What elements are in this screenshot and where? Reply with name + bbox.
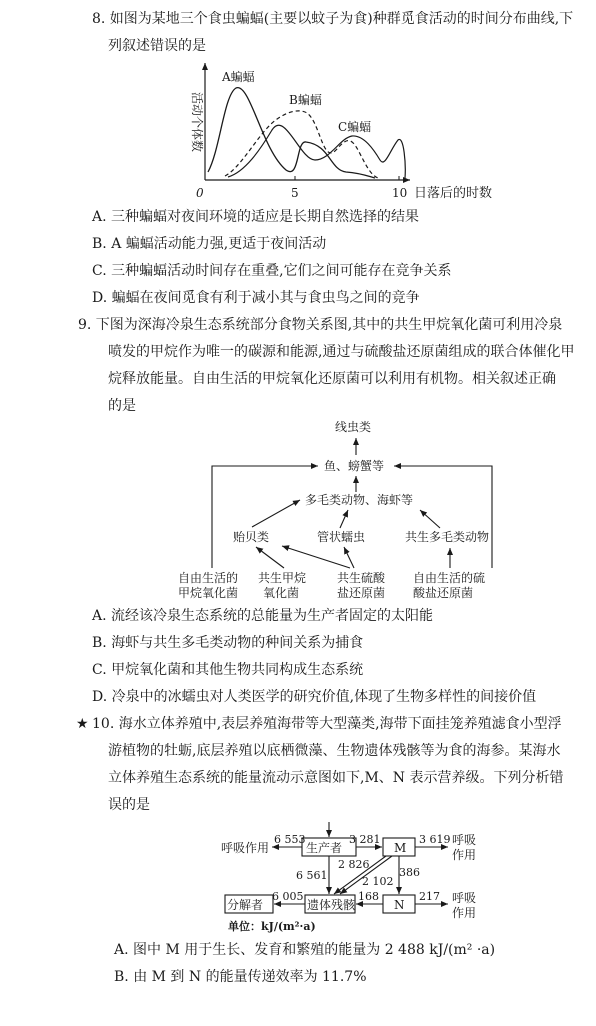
label-C-bat: C蝙蝠 [338, 120, 372, 134]
q8-stem-line2: 列叙述错误的是 [108, 38, 206, 54]
value-6005: 6 005 [272, 890, 304, 903]
q8-option-b: B. A 蝙蝠活动能力强,更适于夜间活动 [92, 236, 327, 252]
node-free-methane-l2: 甲烷氧化菌 [178, 586, 239, 600]
chart-origin: 0 [196, 186, 204, 200]
node-tubeworm: 管状蠕虫 [317, 530, 366, 544]
chart-tick-10: 10 [392, 186, 408, 200]
value-2102: 2 102 [362, 875, 394, 888]
chart-xlabel: 日落后的时数 [414, 186, 493, 201]
flow-remains: 遗体残骸 [307, 898, 356, 912]
node-sym-sulfate-l1: 共生硫酸 [337, 571, 386, 585]
node-sym-sulfate-l2: 盐还原菌 [337, 586, 386, 600]
q9-stem-line1: 9. 下图为深海冷泉生态系统部分食物关系图,其中的共生甲烷氧化菌可利用冷泉 [78, 317, 563, 333]
flow-unit: 单位：kJ/(m²·a) [228, 920, 316, 933]
q10-stem-line3: 立体养殖生态系统的能量流动示意图如下,M、N 表示营养级。下列分析错 [108, 770, 564, 786]
q8-option-d: D. 蝙蝠在夜间觅食有利于减小其与食虫鸟之间的竞争 [92, 290, 420, 306]
node-polychaete-shrimp: 多毛类动物、海虾等 [305, 493, 414, 507]
q10-option-b: B. 由 M 到 N 的能量传递效率为 11.7% [114, 969, 367, 985]
curve-C [228, 125, 405, 178]
node-symbiotic-polychaete: 共生多毛类动物 [405, 530, 490, 544]
q10-stem-line2: 游植物的牡蛎,底层养殖以底栖微藻、生物遗体残骸等为食的海参。某海水 [108, 743, 561, 759]
q10-stem-line1: 10. 海水立体养殖中,表层养殖海带等大型藻类,海带下面挂笼养殖滤食小型浮 [92, 716, 562, 732]
value-6553: 6 553 [274, 833, 306, 846]
flow-resp2-l2: 作用 [452, 848, 477, 862]
node-free-sulfate-l1: 自由生活的硫 [413, 571, 486, 585]
chart-tick-5: 5 [291, 186, 299, 200]
value-168: 168 [358, 890, 379, 903]
food-web-diagram [178, 419, 492, 600]
node-bivalve: 贻贝类 [233, 530, 270, 544]
flow-N: N [394, 898, 405, 912]
q9-option-b: B. 海虾与共生多毛类动物的种间关系为捕食 [92, 635, 364, 651]
q10-option-a: A. 图中 M 用于生长、发育和繁殖的能量为 2 488 kJ/(m² ·a) [114, 942, 496, 958]
node-nematode: 线虫类 [335, 420, 372, 434]
value-3619: 3 619 [419, 833, 451, 846]
q9-stem-line3: 烷释放能量。自由生活的甲烷氧化还原菌可以利用有机物。相关叙述正确 [108, 371, 556, 387]
flow-resp2-l1: 呼吸 [452, 833, 477, 847]
node-sym-methane-l1: 共生甲烷 [258, 571, 307, 585]
flow-producer: 生产者 [306, 841, 343, 855]
q8-option-a: A. 三种蝙蝠对夜间环境的适应是长期自然选择的结果 [92, 209, 420, 225]
flow-resp3-l2: 作用 [452, 906, 477, 920]
bat-activity-chart [190, 63, 492, 201]
label-B-bat: B蝙蝠 [289, 93, 322, 107]
energy-flow-diagram [221, 822, 476, 933]
flow-M: M [394, 841, 407, 855]
q8-stem-line1: 8. 如图为某地三个食虫蝙蝠(主要以蚊子为食)种群觅食活动的时间分布曲线,下 [92, 11, 574, 27]
value-2826: 2 826 [338, 858, 370, 871]
q9-stem-line4: 的是 [108, 398, 136, 414]
chart-ylabel: 活动个体数 [190, 92, 204, 153]
q9-stem-line2: 喷发的甲烷作为唯一的碳源和能源,通过与硫酸盐还原菌组成的联合体催化甲 [108, 344, 575, 360]
node-sym-methane-l2: 氧化菌 [263, 586, 300, 600]
value-6561: 6 561 [296, 869, 328, 882]
flow-resp1: 呼吸作用 [221, 841, 270, 855]
q9-option-d: D. 冷泉中的冰蠕虫对人类医学的研究价值,体现了生物多样性的间接价值 [92, 689, 537, 705]
q8-option-c: C. 三种蝙蝠活动时间存在重叠,它们之间可能存在竞争关系 [92, 263, 452, 279]
flow-resp3-l1: 呼吸 [452, 891, 477, 905]
value-386: 386 [399, 866, 420, 879]
node-free-sulfate-l2: 酸盐还原菌 [413, 586, 474, 600]
q9-option-a: A. 流经该冷泉生态系统的总能量为生产者固定的太阳能 [92, 608, 434, 624]
value-3281: 3 281 [349, 833, 381, 846]
node-free-methane-l1: 自由生活的 [178, 571, 239, 585]
q10-stem-line4: 误的是 [108, 797, 150, 813]
value-217: 217 [419, 890, 440, 903]
q10-star: ★ [76, 716, 89, 732]
q9-option-c: C. 甲烷氧化菌和其他生物共同构成生态系统 [92, 662, 364, 678]
label-A-bat: A蝙蝠 [222, 70, 255, 84]
node-fish-crab: 鱼、螃蟹等 [324, 459, 385, 473]
flow-decomposer: 分解者 [227, 898, 264, 912]
